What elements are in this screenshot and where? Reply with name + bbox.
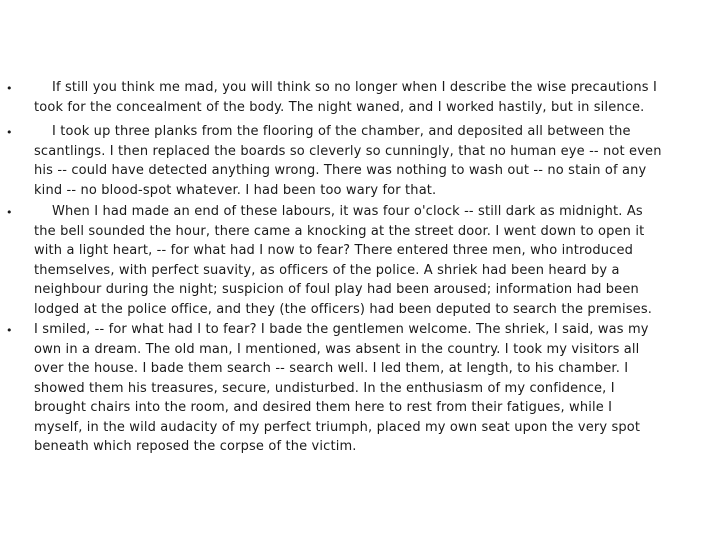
bullet-icon: • <box>6 324 13 337</box>
paragraph-text: I took up three planks from the flooring of the chamber, and deposited all between the scantlings. I then replaced the boards so cleverly so cunningly, that no human eye -- not even his -- could have detected anything wrong. There was nothing to wash out -- no stain of any kind -- no blood-spot whatever. I had been too wary for that. <box>34 124 662 198</box>
paragraph-text: I smiled, -- for what had I to fear? I bade the gentlemen welcome. The shriek, I said, was my own in a dream. The old man, I mentioned, was absent in the country. I took my visitors all over the house. I bade them search -- search well. I led them, at length, to his chamber. I showed them his treasures, secure, undisturbed. In the enthusiasm of my confidence, I brought chairs into the room, and desired them here to rest from their fatigues, while I myself, in the wild audacity of my perfect triumph, placed my own seat upon the very spot beneath which reposed the corpse of the victim. <box>34 322 649 454</box>
bullet-icon: • <box>6 126 13 139</box>
paragraph-text: If still you think me mad, you will think so no longer when I describe the wise precautions I took for the concealment of the body. The night waned, and I worked hastily, but in silence. <box>34 80 657 115</box>
paragraph-text: When I had made an end of these labours, it was four o'clock -- still dark as midnight. As the bell sounded the hour, there came a knocking at the street door. I went down to open it with a light heart, -- for what had I now to fear? There entered three men, who introduced themselves, with perfect suavity, as officers of the police. A shriek had been heard by a neighbour during the night; suspicion of foul play had been aroused; information had been lodged at the police office, and they (the officers) had been deputed to search the premises. <box>34 204 653 317</box>
bullet-icon: • <box>6 82 13 95</box>
bullet-icon: • <box>6 206 13 219</box>
